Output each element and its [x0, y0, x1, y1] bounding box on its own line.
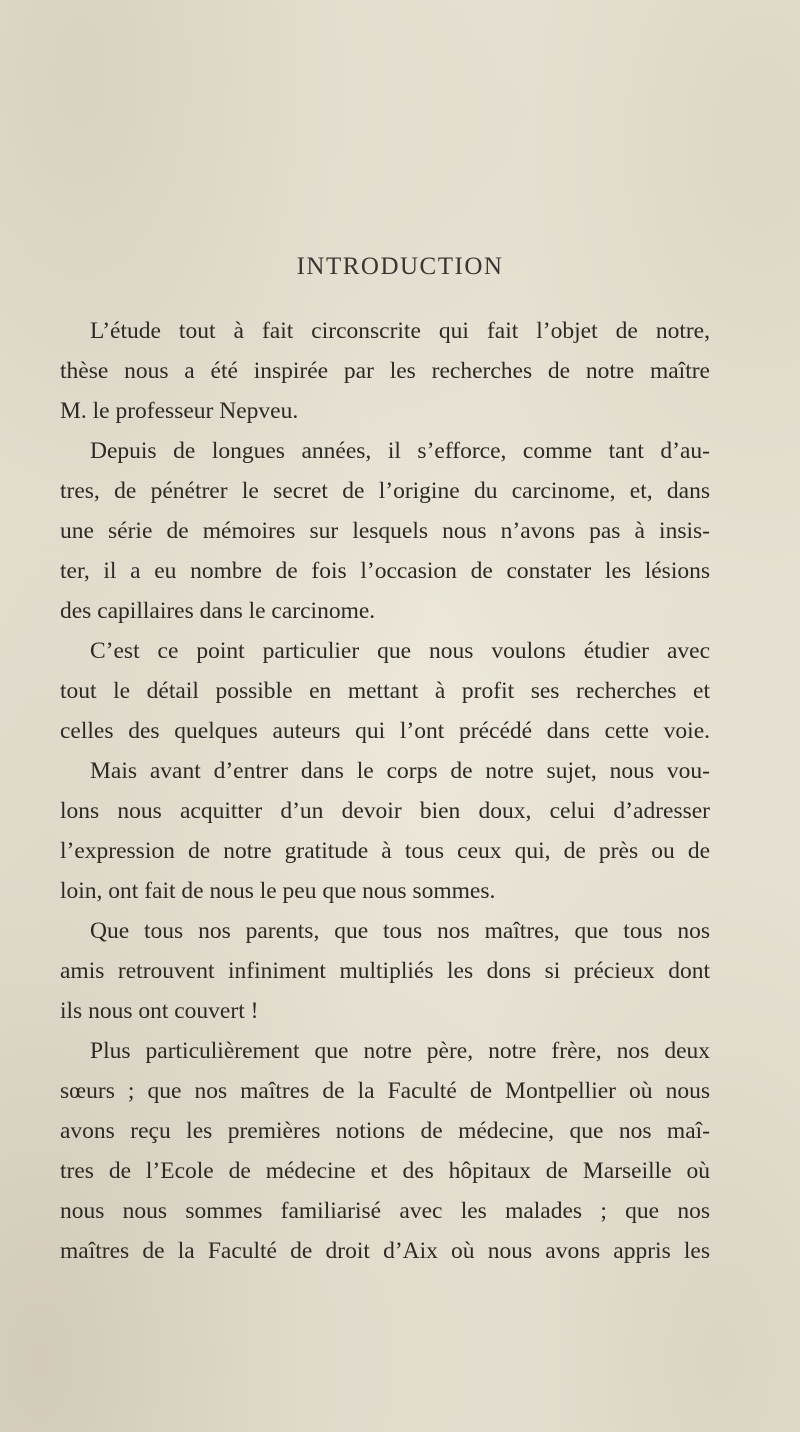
text-line: loin, ont fait de nous le peu que nous sommes.: [60, 878, 496, 904]
text-line: des capillaires dans le carcinome.: [60, 598, 376, 624]
text-line: celles des quelques auteurs qui l’ont précédé dans cette voie.: [60, 718, 710, 744]
text-line: C’est ce point particulier que nous voulons étudier avec: [90, 638, 710, 664]
text-line: tres de l’Ecole de médecine et des hôpitaux de Marseille où: [60, 1158, 710, 1184]
text-line: M. le professeur Nepveu.: [60, 398, 299, 424]
text-line: avons reçu les premières notions de médecine, que nos maî-: [60, 1118, 710, 1144]
text-line: L’étude tout à fait circonscrite qui fait l’objet de notre,: [90, 318, 710, 344]
text-line: sœurs ; que nos maîtres de la Faculté de Montpellier où nous: [60, 1078, 710, 1104]
text-line: ter, il a eu nombre de fois l’occasion de constater les lésions: [60, 558, 710, 584]
body-text: [60, 311, 710, 1271]
text-line: Que tous nos parents, que tous nos maîtres, que tous nos: [90, 918, 710, 944]
text-line: l’expression de notre gratitude à tous ceux qui, de près ou de: [60, 838, 710, 864]
text-line: nous nous sommes familiarisé avec les malades ; que nos: [60, 1198, 710, 1224]
text-line: une série de mémoires sur lesquels nous n’avons pas à insis-: [60, 518, 710, 544]
text-line: Depuis de longues années, il s’efforce, comme tant d’au-: [90, 438, 710, 464]
text-line: ils nous ont couvert !: [60, 998, 259, 1024]
text-line: Mais avant d’entrer dans le corps de notre sujet, nous vou-: [90, 758, 710, 784]
text-line: tres, de pénétrer le secret de l’origine du carcinome, et, dans: [60, 478, 710, 504]
text-line: maîtres de la Faculté de droit d’Aix où nous avons appris les: [60, 1238, 710, 1264]
text-line: Plus particulièrement que notre père, notre frère, nos deux: [90, 1038, 710, 1064]
page-title: INTRODUCTION: [296, 253, 504, 280]
text-line: thèse nous a été inspirée par les recherches de notre maître: [60, 358, 710, 384]
text-line: lons nous acquitter d’un devoir bien doux, celui d’adresser: [60, 798, 710, 824]
text-line: amis retrouvent infiniment multipliés les dons si précieux dont: [60, 958, 710, 984]
text-line: tout le détail possible en mettant à profit ses recherches et: [60, 678, 710, 704]
